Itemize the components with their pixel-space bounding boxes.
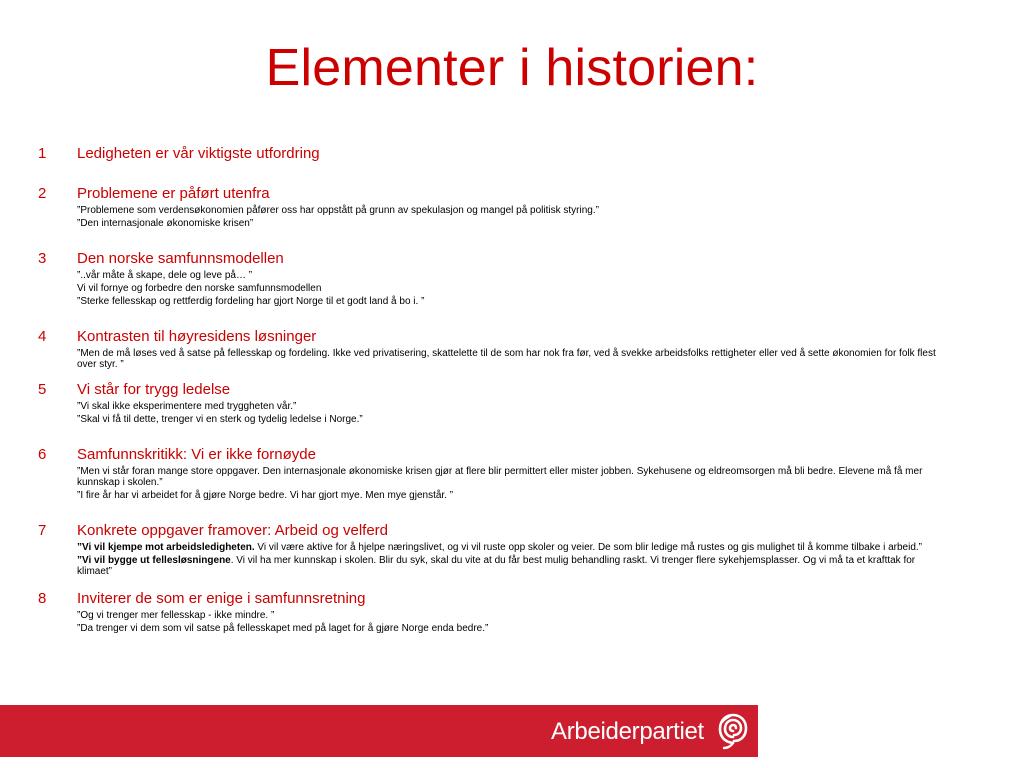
item-heading: Inviterer de som er enige i samfunnsretning xyxy=(77,590,366,607)
item-quote: ”..vår måte å skape, dele og leve på… ” xyxy=(77,270,253,281)
list-item xyxy=(38,590,958,634)
item-quote: ”Da trenger vi dem som vil satse på fellesskapet med på laget for å gjøre Norge enda bedre.” xyxy=(77,623,489,634)
item-number: 3 xyxy=(38,250,47,267)
list-item xyxy=(38,522,958,577)
item-heading: Den norske samfunnsmodellen xyxy=(77,250,284,267)
item-quote-emphasis: ”Vi vil bygge ut fellesløsningene xyxy=(77,555,231,566)
item-number: 1 xyxy=(38,145,47,162)
item-number: 4 xyxy=(38,328,47,345)
item-number: 6 xyxy=(38,446,47,463)
item-quote: ”Skal vi få til dette, trenger vi en sterk og tydelig ledelse i Norge.” xyxy=(77,414,363,425)
item-quote-text: Vi vil være aktive for å hjelpe næringslivet, og vi vil ruste opp skoler og veier. De som blir ledige må rustes og gis mulighet til å komme tilbake i arbeid.” xyxy=(254,542,922,553)
item-quote: Vi vil fornye og forbedre den norske samfunnsmodellen xyxy=(77,283,322,294)
item-quote: ”Og vi trenger mer fellesskap - ikke mindre. ” xyxy=(77,610,275,621)
item-number: 7 xyxy=(38,522,47,539)
item-quote: ”Sterke fellesskap og rettferdig fordeling har gjort Norge til et godt land å bo i. ” xyxy=(77,296,425,307)
item-number: 2 xyxy=(38,185,47,202)
item-quote xyxy=(77,542,958,553)
item-heading: Konkrete oppgaver framover: Arbeid og velferd xyxy=(77,522,389,539)
item-quote: ”Men vi står foran mange store oppgaver. Den internasjonale økonomiske krisen gjør at flere blir permittert eller mister jobben. Sykehusene og eldreomsorgen må bli bedre. Elevene må få mer kunnskap i skolen.” xyxy=(77,466,923,488)
item-heading: Samfunnskritikk: Vi er ikke fornøyde xyxy=(77,446,316,463)
item-heading: Ledigheten er vår viktigste utfordring xyxy=(77,145,320,162)
item-quote: ”Den internasjonale økonomiske krisen” xyxy=(77,218,254,229)
item-quote: ”Vi skal ikke eksperimentere med tryggheten vår.” xyxy=(77,401,297,412)
item-heading: Problemene er påført utenfra xyxy=(77,185,270,202)
item-quote: ”Problemene som verdensøkonomien påfører oss har oppstått på grunn av spekulasjon og mangel på politisk styring.” xyxy=(77,205,599,216)
list-item xyxy=(38,328,958,370)
item-number: 5 xyxy=(38,381,47,398)
item-quote-text: . Vi vil ha mer kunnskap i skolen. Blir du syk, skal du vite at du får best mulig behandling raskt. Vi trenger flere sykehjemsplasser. Og vi må ta et krafttak for klimaet” xyxy=(77,555,916,577)
brand-name: Arbeiderpartiet xyxy=(551,718,704,745)
rose-logo-icon xyxy=(716,710,750,750)
page-title: Elementer i historien: xyxy=(265,39,759,97)
list-item xyxy=(38,446,958,501)
item-quote: ”Men de må løses ved å satse på fellesskap og fordeling. Ikke ved privatisering, skattelette til de som har nok fra før, ved å svekke arbeidsfolks rettigheter eller ved å sette økonomien for folk flest over styr. ” xyxy=(77,348,936,370)
list-item xyxy=(38,250,958,307)
list-item xyxy=(38,145,958,163)
item-quote xyxy=(77,555,958,577)
story-elements-list xyxy=(38,145,958,634)
list-item xyxy=(38,185,958,229)
item-quote-emphasis: ”Vi vil kjempe mot arbeidsledigheten. xyxy=(77,542,255,553)
item-heading: Vi står for trygg ledelse xyxy=(77,381,231,398)
item-heading: Kontrasten til høyresidens løsninger xyxy=(77,328,317,345)
item-quote: ”I fire år har vi arbeidet for å gjøre Norge bedre. Vi har gjort mye. Men mye gjenstår. ” xyxy=(77,490,454,501)
item-number: 8 xyxy=(38,590,47,607)
list-item xyxy=(38,381,958,425)
